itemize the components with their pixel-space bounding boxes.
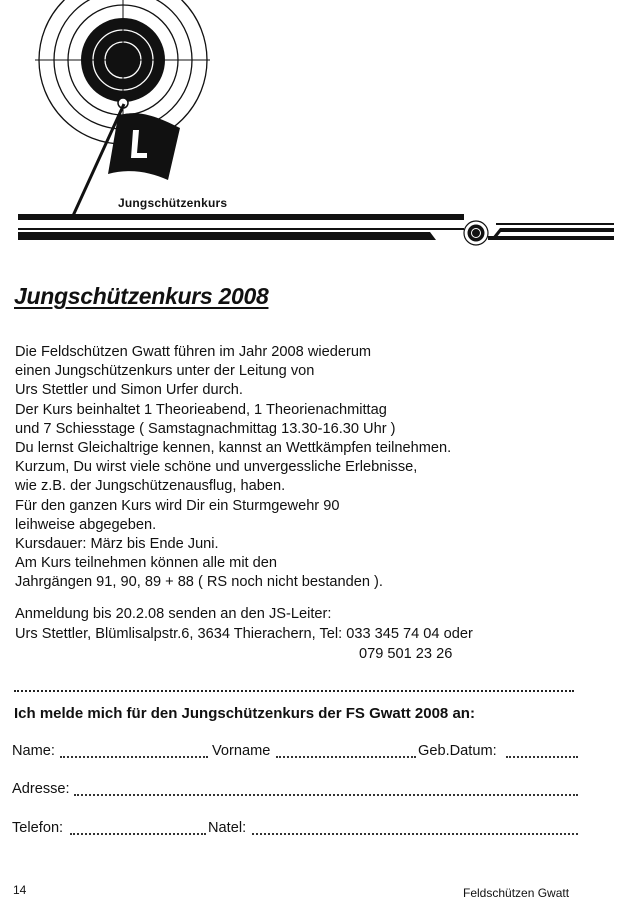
adresse-row	[12, 781, 580, 801]
form-heading: Ich melde mich für den Jungschützenkurs der FS Gwatt 2008 an:	[14, 705, 475, 722]
contact-mobile: 079 501 23 26	[359, 646, 453, 662]
body-line: wie z.B. der Jungschützenausflug, haben.	[15, 478, 286, 495]
body-line: und 7 Schiesstage ( Samstagnachmittag 13.30-16.30 Uhr )	[15, 420, 396, 437]
vorname-field[interactable]	[276, 756, 416, 758]
body-line: Am Kurs teilnehmen können alle mit den	[15, 555, 278, 572]
registration-deadline: Anmeldung bis 20.2.08 senden an den JS-Leiter:	[15, 606, 332, 622]
cut-line	[14, 690, 574, 692]
geb-datum-label: Geb.Datum:	[418, 743, 497, 759]
body-line: Kursdauer: März bis Ende Juni.	[15, 536, 219, 553]
name-row	[12, 743, 580, 763]
page-number: 14	[13, 883, 27, 897]
body-line: Für den ganzen Kurs wird Dir ein Sturmgewehr 90	[15, 497, 340, 514]
footer-club-name: Feldschützen Gwatt	[463, 886, 570, 900]
course-description	[15, 343, 615, 593]
telefon-row	[12, 820, 580, 840]
body-line: einen Jungschützenkurs unter der Leitung von	[15, 363, 315, 380]
natel-field[interactable]	[252, 833, 578, 835]
body-line: Du lernst Gleichaltrige kennen, kannst an Wettkämpfen teilnehmen.	[15, 440, 452, 457]
jungschuetzenkurs-logo	[0, 0, 621, 260]
body-line: Der Kurs beinhaltet 1 Theorieabend, 1 Theorienachmittag	[15, 401, 387, 418]
page-title: Jungschützenkurs 2008	[14, 283, 269, 309]
logo-caption: Jungschützenkurs	[118, 196, 228, 210]
natel-label: Natel:	[208, 820, 247, 836]
geb-datum-field[interactable]	[506, 756, 578, 758]
registration-info	[15, 604, 615, 664]
small-target-icon	[464, 221, 488, 245]
body-line: Kurzum, Du wirst viele schöne und unvergessliche Erlebnisse,	[15, 459, 418, 476]
vorname-label: Vorname	[212, 743, 271, 759]
telefon-label: Telefon:	[12, 820, 64, 836]
name-label: Name:	[12, 743, 55, 759]
body-line: Urs Stettler und Simon Urfer durch.	[15, 382, 243, 399]
name-field[interactable]	[60, 756, 208, 758]
body-line: Die Feldschützen Gwatt führen im Jahr 2008 wiederum	[15, 344, 372, 360]
adresse-label: Adresse:	[12, 781, 70, 797]
telefon-field[interactable]	[70, 833, 206, 835]
banner-stripes	[18, 214, 614, 240]
contact-address: Urs Stettler, Blümlisalpstr.6, 3634 Thierachern, Tel: 033 345 74 04 oder	[15, 626, 473, 642]
adresse-field[interactable]	[74, 794, 578, 796]
body-line: leihweise abgegeben.	[15, 516, 157, 533]
body-line: Jahrgängen 91, 90, 89 + 88 ( RS noch nicht bestanden ).	[15, 574, 383, 591]
